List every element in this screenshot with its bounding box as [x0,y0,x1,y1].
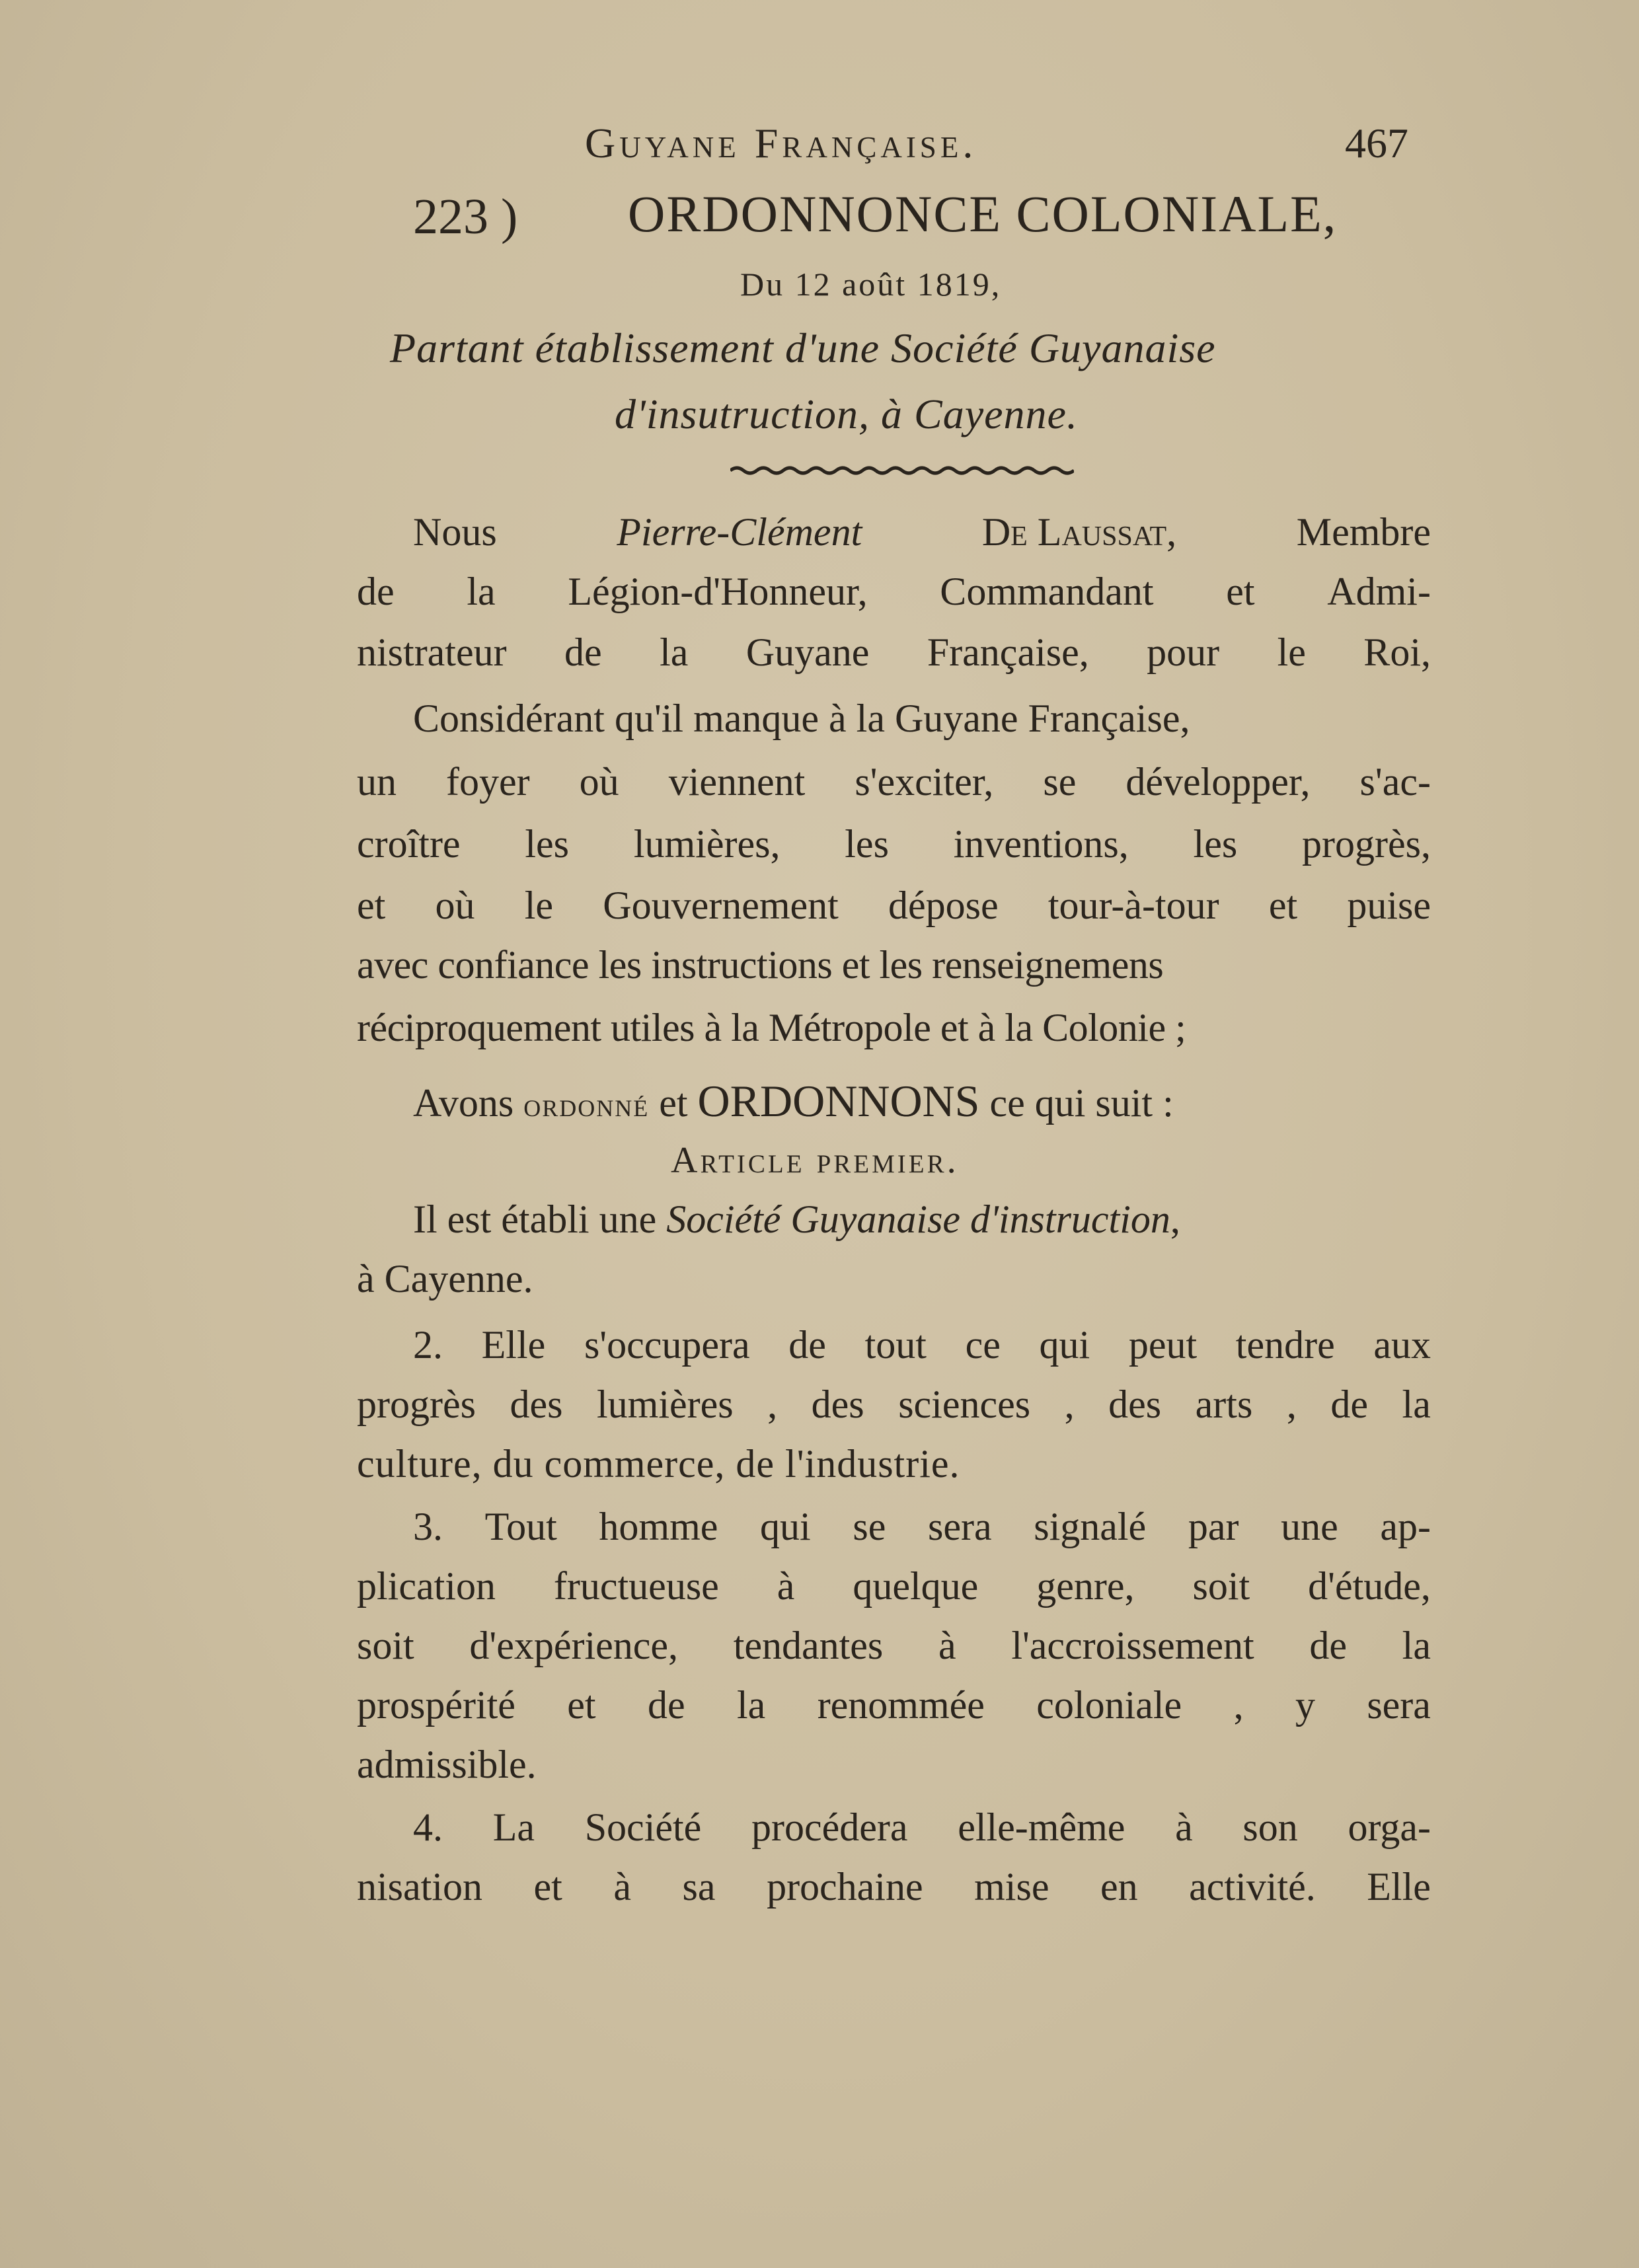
word: et [1268,884,1298,927]
act-number: 223 ) [413,189,518,245]
word: progrès, [1302,822,1431,866]
article-number: 3. [413,1505,443,1548]
text-line-4: Considérant qu'il manque à la Guyane Française, [413,697,1190,740]
word: développer, [1125,760,1311,804]
act-title: ORDONNONCE COLONIALE, [628,185,1338,243]
act-date: Du 12 août 1819, [740,266,1002,303]
word: , [1233,1683,1244,1727]
word: orga- [1348,1805,1431,1849]
text-line-13 [413,1325,1431,1365]
word: de [1330,1382,1369,1426]
word: genre, [1036,1564,1135,1608]
running-title: Guyane Française. [585,120,977,167]
word: sera [927,1505,992,1548]
text-line-19 [357,1685,1431,1725]
word: sciences [898,1382,1031,1426]
word: puise [1347,884,1431,927]
word: croître [357,822,461,866]
word: Admi- [1327,570,1431,613]
text-line-3 [357,632,1431,672]
word: ce [965,1323,1001,1367]
word: Légion-d'Honneur, [568,570,868,613]
word: de [647,1683,685,1727]
word: tout [864,1323,927,1367]
word: et [567,1683,596,1727]
word-name: Pierre-Clément [617,510,862,554]
word: Gouvernement [603,884,839,927]
word: l'accroissement [1011,1624,1254,1667]
page-number: 467 [1345,120,1408,167]
article-number: 2. [413,1323,443,1367]
article-number: 4. [413,1805,443,1849]
word: s'exciter, [855,760,994,804]
word-ordonnons: ORDONNONS [697,1076,980,1126]
word: s'ac- [1359,760,1431,804]
word: dépose [888,884,999,927]
word: les [1193,822,1238,866]
word: d'expérience, [469,1624,679,1667]
word: des [1108,1382,1162,1426]
word: ap- [1380,1505,1431,1548]
word: prospérité [357,1683,515,1727]
word: où [579,760,619,804]
word: lumières [597,1382,734,1426]
act-subject-line-2: d'insutruction, à Cayenne. [615,391,1078,437]
word: où [435,884,475,927]
word: de [1309,1624,1347,1667]
word: les [525,822,570,866]
word: son [1242,1805,1298,1849]
word: des [510,1382,563,1426]
word: peut [1128,1323,1198,1367]
word: tendre [1235,1323,1335,1367]
ornamental-rule [730,464,1074,477]
word: Elle [481,1323,546,1367]
word: elle-même [958,1805,1125,1849]
word: aux [1373,1323,1431,1367]
word: mise [974,1865,1049,1909]
word: renommée [817,1683,985,1727]
word: Française, [927,630,1089,674]
word: Commandant [940,570,1154,613]
text-line-20: admissible. [357,1743,537,1786]
word: ce qui suit : [989,1081,1174,1125]
text-line-2 [357,572,1431,611]
word: quelque [853,1564,979,1608]
text-line-11 [413,1199,1431,1239]
word: à [1175,1805,1193,1849]
word: homme [599,1505,718,1548]
word: et [533,1865,562,1909]
word: à [938,1624,956,1667]
word: arts [1195,1382,1253,1426]
word: le [524,884,554,927]
word: plication [357,1564,496,1608]
text-line-21 [413,1807,1431,1847]
word: de [357,570,395,613]
text-line-18 [357,1626,1431,1665]
word: tendantes [733,1624,884,1667]
word: sera [1367,1683,1431,1727]
article-heading: Article premier. [671,1140,959,1181]
word: des [811,1382,864,1426]
word: la [737,1683,766,1727]
word: le [1277,630,1306,674]
word: la [467,570,496,613]
word: Société [584,1805,702,1849]
word: sa [682,1865,716,1909]
word: en [1100,1865,1138,1909]
word: prochaine [767,1865,923,1909]
word: , [1286,1382,1297,1426]
word: procédera [751,1805,908,1849]
word: lumières, [633,822,781,866]
word: la [1402,1382,1431,1426]
word: à [777,1564,795,1608]
word: se [853,1505,886,1548]
word: la [660,630,689,674]
word: nistrateur [357,630,507,674]
word: pour [1147,630,1220,674]
word: coloniale [1036,1683,1182,1727]
word: viennent [668,760,806,804]
text-line-5 [357,762,1431,802]
word-ordonne: ordonné [523,1086,650,1124]
word: se [1043,760,1077,804]
word: inventions, [953,822,1129,866]
text-line-1 [413,512,1431,552]
text-line-14 [357,1384,1431,1424]
text-line-16 [413,1507,1431,1546]
word: et [357,884,386,927]
word: foyer [446,760,530,804]
word: y [1295,1683,1315,1727]
word: et [659,1081,688,1125]
word: Avons [413,1081,514,1125]
text-line-10 [413,1076,1431,1126]
word: et [1226,570,1255,613]
word: tour-à-tour [1048,884,1219,927]
word: nisation [357,1865,482,1909]
word: à [613,1865,632,1909]
word: , [1166,510,1177,554]
word: un [357,760,397,804]
word: signalé [1034,1505,1147,1548]
text-line-8: avec confiance les instructions et les renseignemens [357,943,1164,987]
word: , [1064,1382,1075,1426]
word: soit [357,1624,414,1667]
word: une [1281,1505,1338,1548]
word: qui [1039,1323,1090,1367]
word: Roi, [1363,630,1431,674]
word: d'étude, [1308,1564,1431,1608]
text-line-17 [357,1566,1431,1606]
word: Guyane [745,630,870,674]
word: s'occupera [584,1323,750,1367]
word: fructueuse [553,1564,719,1608]
word: Membre [1296,510,1431,554]
word: progrès [357,1382,476,1426]
text-line-22 [357,1867,1431,1907]
text-line-12: à Cayenne. [357,1257,533,1301]
text-line-7 [357,886,1431,925]
word: Elle [1367,1865,1431,1909]
word-surname: De Laussat [981,510,1167,554]
word: , [1170,1197,1180,1241]
word: par [1188,1505,1239,1548]
text-line-15: culture, du commerce, de l'industrie. [357,1442,960,1486]
text-line-9: réciproquement utiles à la Métropole et à la Colonie ; [357,1006,1186,1049]
word: de [564,630,602,674]
word: soit [1192,1564,1250,1608]
word: qui [760,1505,811,1548]
word: , [767,1382,778,1426]
word: de [788,1323,826,1367]
word: Il est établi une [413,1197,657,1241]
word-society: Société Guyanaise d'instruction [666,1197,1170,1241]
text-line-6 [357,824,1431,864]
word: les [845,822,889,866]
word: La [492,1805,535,1849]
act-subject-line-1: Partant établissement d'une Société Guyanaise [390,324,1216,371]
word: la [1402,1624,1431,1667]
word: activité. [1189,1865,1316,1909]
word: Tout [484,1505,557,1548]
word: Nous [413,510,497,554]
